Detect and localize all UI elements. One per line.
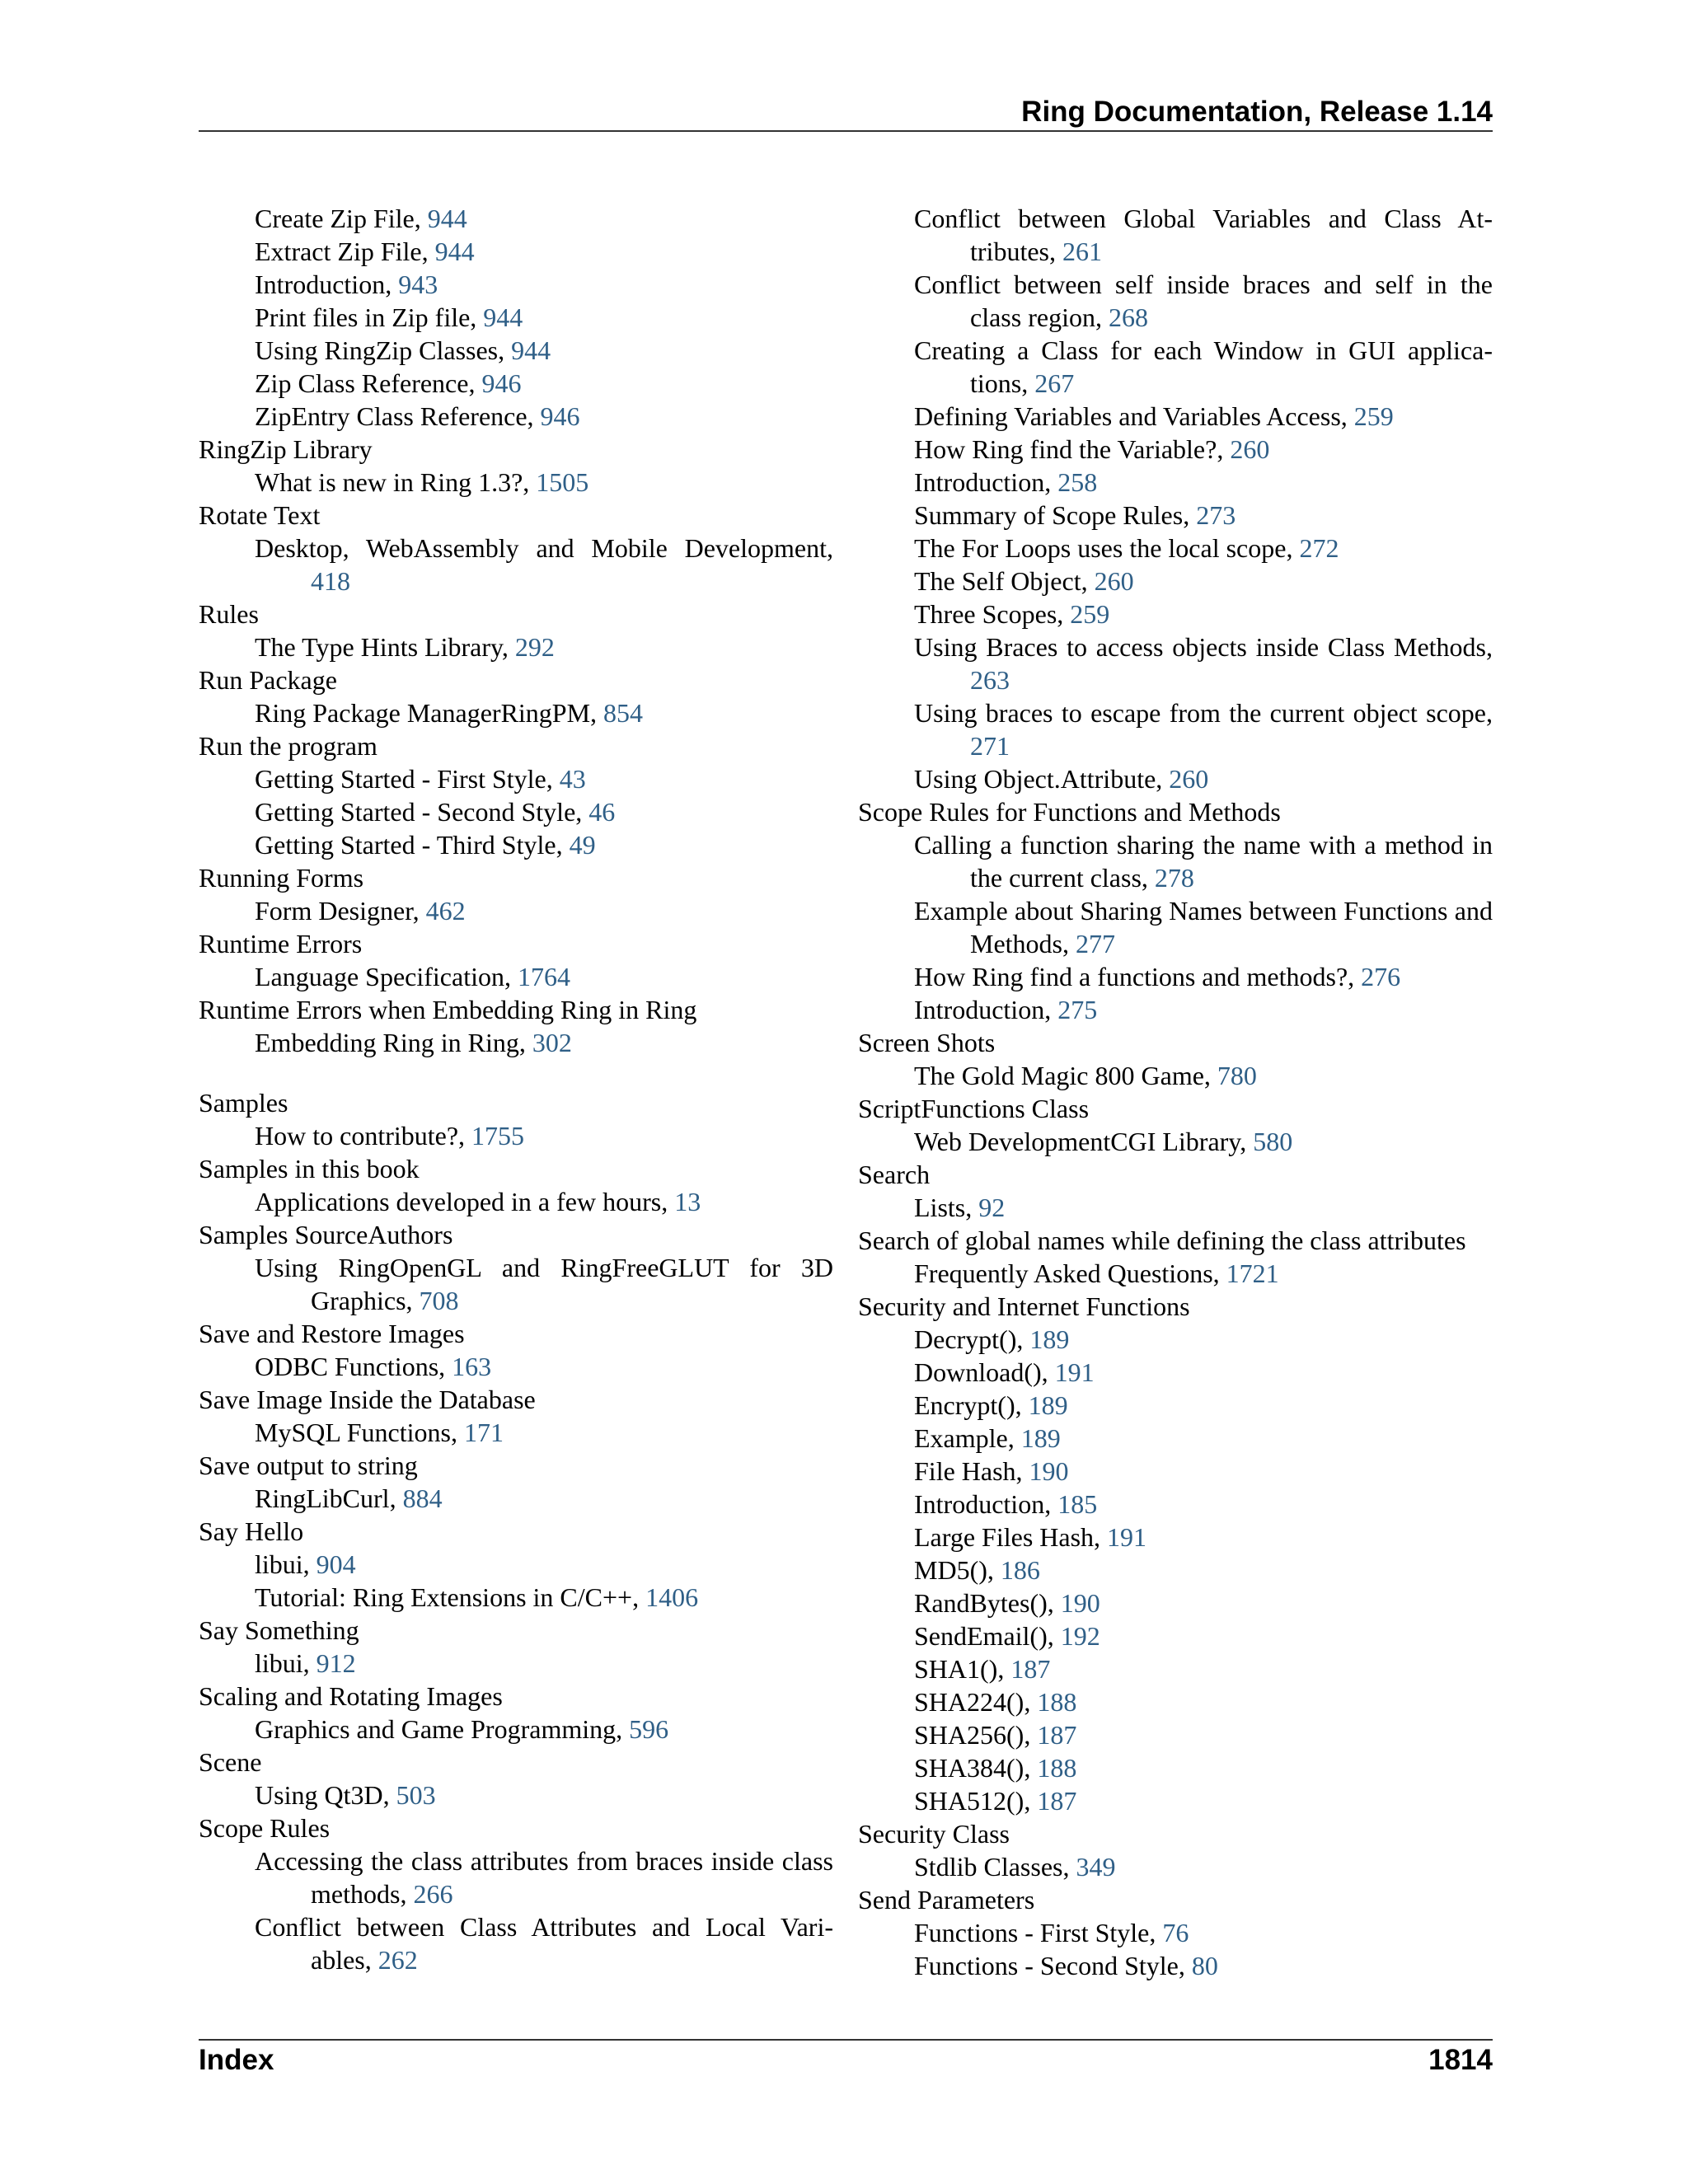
index-page-link[interactable]: 271 bbox=[970, 731, 1010, 761]
index-entry-text: Getting Started - First Style, bbox=[255, 764, 553, 794]
index-sub-entry bbox=[199, 1844, 833, 1910]
index-sub-entry bbox=[199, 400, 833, 433]
index-page-link[interactable]: 275 bbox=[1057, 995, 1098, 1024]
index-entry-text: Run the program bbox=[199, 731, 377, 761]
index-sub-entry bbox=[199, 1779, 833, 1811]
index-entry-text: Send Parameters bbox=[858, 1885, 1035, 1915]
index-sub-entry bbox=[199, 1581, 833, 1614]
index-sub-entry bbox=[858, 1652, 1493, 1685]
index-entry-text: Search bbox=[858, 1160, 931, 1189]
index-page-link[interactable]: 262 bbox=[377, 1945, 418, 1975]
index-entry-text: Creating a Class for each Window in GUI applica- tions, bbox=[914, 335, 1493, 398]
index-entry-text: Summary of Scope Rules, bbox=[914, 500, 1190, 530]
index-main-entry bbox=[858, 1817, 1493, 1850]
index-entry-text: RandBytes(), bbox=[914, 1588, 1054, 1618]
index-entry-text: Example about Sharing Names between Functions and Methods, bbox=[914, 896, 1493, 958]
index-sub-entry bbox=[858, 1488, 1493, 1521]
index-sub-entry bbox=[858, 532, 1493, 565]
index-main-entry bbox=[199, 1515, 833, 1548]
index-entry-text: Web DevelopmentCGI Library, bbox=[914, 1127, 1247, 1156]
index-group-gap bbox=[199, 1059, 833, 1086]
index-sub-entry bbox=[858, 400, 1493, 433]
index-sub-entry bbox=[858, 433, 1493, 466]
index-sub-entry bbox=[858, 1455, 1493, 1488]
index-entry-text: Large Files Hash, bbox=[914, 1522, 1101, 1552]
index-entry-text: Download(), bbox=[914, 1357, 1048, 1387]
index-sub-entry bbox=[858, 1389, 1493, 1422]
footer-section-label: Index bbox=[199, 2044, 274, 2076]
index-page-link[interactable]: 171 bbox=[463, 1418, 504, 1447]
index-sub-entry bbox=[199, 1713, 833, 1746]
index-page-link[interactable]: 187 bbox=[1037, 1786, 1077, 1816]
index-entry-text: Tutorial: Ring Extensions in C/C++, bbox=[255, 1582, 640, 1612]
index-main-entry bbox=[199, 1317, 833, 1350]
index-entry-text: SHA256(), bbox=[914, 1720, 1031, 1750]
index-entry-text: Applications developed in a few hours, bbox=[255, 1187, 668, 1216]
index-sub-entry bbox=[858, 762, 1493, 795]
index-sub-entry bbox=[199, 1185, 833, 1218]
index-entry-text: Save Image Inside the Database bbox=[199, 1385, 536, 1414]
index-page-link[interactable]: 946 bbox=[540, 401, 580, 431]
index-main-entry bbox=[199, 598, 833, 630]
index-main-entry bbox=[199, 1614, 833, 1647]
index-entry-text: The Self Object, bbox=[914, 566, 1088, 596]
index-entry-text: Conflict between Class Attributes and Local Vari- ables, bbox=[255, 1912, 833, 1975]
index-entry-text: Samples bbox=[199, 1088, 288, 1118]
index-sub-entry bbox=[858, 894, 1493, 960]
index-sub-entry bbox=[199, 762, 833, 795]
index-main-entry bbox=[199, 499, 833, 532]
index-sub-entry bbox=[199, 828, 833, 861]
index-page-link[interactable]: 191 bbox=[1107, 1522, 1147, 1552]
index-page-link[interactable]: 580 bbox=[1253, 1127, 1293, 1156]
index-page-link[interactable]: 1755 bbox=[471, 1121, 525, 1151]
index-entry-text: Three Scopes, bbox=[914, 599, 1064, 629]
index-entry-text: Create Zip File, bbox=[255, 204, 421, 233]
index-page-link[interactable]: 80 bbox=[1191, 1951, 1218, 1980]
index-page-link[interactable]: 263 bbox=[970, 665, 1010, 695]
index-main-entry bbox=[199, 1449, 833, 1482]
index-entry-text: Introduction, bbox=[914, 1489, 1052, 1519]
index-main-entry bbox=[858, 795, 1493, 828]
index-main-entry bbox=[858, 1883, 1493, 1916]
index-page-link[interactable]: 854 bbox=[603, 698, 644, 728]
index-sub-entry bbox=[858, 202, 1493, 268]
index-page-link[interactable]: 272 bbox=[1299, 533, 1339, 563]
index-main-entry bbox=[858, 1224, 1493, 1257]
index-page-link[interactable]: 189 bbox=[1029, 1324, 1070, 1354]
index-sub-entry bbox=[858, 334, 1493, 400]
index-entry-text: Run Package bbox=[199, 665, 337, 695]
index-page-link[interactable]: 46 bbox=[588, 797, 616, 827]
index-main-entry bbox=[199, 1218, 833, 1251]
index-entry-text: SHA224(), bbox=[914, 1687, 1031, 1717]
index-entry-text: Zip Class Reference, bbox=[255, 368, 476, 398]
footer-rule bbox=[199, 2039, 1493, 2041]
index-entry-text: SendEmail(), bbox=[914, 1621, 1054, 1651]
index-entry-text: Conflict between Global Variables and Class At- tributes, bbox=[914, 204, 1493, 266]
index-page-link[interactable]: 49 bbox=[569, 830, 596, 860]
index-main-entry bbox=[199, 1152, 833, 1185]
index-sub-entry bbox=[858, 1521, 1493, 1554]
index-entry-text: Introduction, bbox=[914, 995, 1052, 1024]
index-page-link[interactable]: 163 bbox=[452, 1352, 492, 1381]
index-page-link[interactable]: 261 bbox=[1062, 237, 1102, 266]
index-sub-entry bbox=[199, 960, 833, 993]
index-entry-text: Getting Started - Third Style, bbox=[255, 830, 563, 860]
index-column-right bbox=[858, 202, 1493, 1982]
index-page-link[interactable]: 1505 bbox=[536, 467, 589, 497]
index-entry-text: Functions - Second Style, bbox=[914, 1951, 1185, 1980]
index-main-entry bbox=[199, 1746, 833, 1779]
index-entry-text: Print files in Zip file, bbox=[255, 302, 477, 332]
index-entry-text: MD5(), bbox=[914, 1555, 994, 1585]
index-entry-text: Decrypt(), bbox=[914, 1324, 1024, 1354]
index-page-link[interactable]: 188 bbox=[1037, 1687, 1077, 1717]
index-page-link[interactable]: 259 bbox=[1070, 599, 1110, 629]
index-entry-text: Using Object.Attribute, bbox=[914, 764, 1163, 794]
index-column-left bbox=[199, 202, 833, 1976]
index-page-link[interactable]: 1721 bbox=[1226, 1258, 1279, 1288]
index-sub-entry bbox=[199, 1416, 833, 1449]
index-sub-entry bbox=[199, 1910, 833, 1976]
index-sub-entry bbox=[858, 960, 1493, 993]
index-page-link[interactable]: 185 bbox=[1057, 1489, 1098, 1519]
index-entry-text: Ring Package ManagerRingPM, bbox=[255, 698, 598, 728]
index-page-link[interactable]: 273 bbox=[1196, 500, 1236, 530]
index-entry-text: Samples SourceAuthors bbox=[199, 1220, 453, 1249]
index-entry-text: Frequently Asked Questions, bbox=[914, 1258, 1220, 1288]
index-sub-entry bbox=[199, 532, 833, 598]
index-entry-text: File Hash, bbox=[914, 1456, 1023, 1486]
index-main-entry bbox=[199, 663, 833, 696]
index-sub-entry bbox=[199, 1548, 833, 1581]
index-sub-entry bbox=[858, 1554, 1493, 1586]
index-entry-text: Graphics and Game Programming, bbox=[255, 1714, 623, 1744]
index-sub-entry bbox=[858, 466, 1493, 499]
index-sub-entry bbox=[858, 565, 1493, 598]
index-entry-text: Rules bbox=[199, 599, 259, 629]
index-main-entry bbox=[858, 1092, 1493, 1125]
index-page-link[interactable]: 187 bbox=[1010, 1654, 1051, 1684]
index-entry-text: SHA384(), bbox=[914, 1753, 1031, 1783]
index-entry-text: The Type Hints Library, bbox=[255, 632, 509, 662]
index-sub-entry bbox=[858, 1257, 1493, 1290]
index-page-link[interactable]: 266 bbox=[413, 1879, 453, 1909]
index-entry-text: Screen Shots bbox=[858, 1028, 996, 1057]
index-page-link[interactable]: 912 bbox=[316, 1648, 356, 1678]
index-sub-entry bbox=[858, 1323, 1493, 1356]
footer-page-number: 1814 bbox=[1428, 2044, 1493, 2076]
index-entry-text: Language Specification, bbox=[255, 962, 511, 991]
index-page-link[interactable]: 1406 bbox=[645, 1582, 699, 1612]
index-entry-text: Using RingZip Classes, bbox=[255, 335, 505, 365]
index-page-link[interactable]: 189 bbox=[1028, 1390, 1068, 1420]
index-entry-text: Running Forms bbox=[199, 863, 364, 893]
index-page-link[interactable]: 302 bbox=[532, 1028, 572, 1057]
index-sub-entry bbox=[199, 1647, 833, 1680]
index-sub-entry bbox=[199, 696, 833, 729]
index-entry-text: Scope Rules bbox=[199, 1813, 331, 1843]
index-sub-entry bbox=[858, 499, 1493, 532]
index-entry-text: Using braces to escape from the current object scope, bbox=[914, 698, 1493, 728]
index-page-link[interactable]: 260 bbox=[1094, 566, 1134, 596]
index-entry-text: Encrypt(), bbox=[914, 1390, 1022, 1420]
index-page-link[interactable]: 258 bbox=[1057, 467, 1098, 497]
index-entry-text: The For Loops uses the local scope, bbox=[914, 533, 1293, 563]
index-entry-text: Security and Internet Functions bbox=[858, 1291, 1190, 1321]
index-sub-entry bbox=[199, 1119, 833, 1152]
index-page-link[interactable]: 943 bbox=[398, 269, 438, 299]
index-sub-entry bbox=[858, 696, 1493, 762]
header-rule bbox=[199, 130, 1493, 132]
index-page-link[interactable]: 944 bbox=[434, 237, 475, 266]
index-entry-text: ZipEntry Class Reference, bbox=[255, 401, 534, 431]
index-main-entry bbox=[199, 1086, 833, 1119]
index-page-link[interactable]: 192 bbox=[1060, 1621, 1100, 1651]
header-title: Ring Documentation, Release 1.14 bbox=[1021, 96, 1493, 128]
index-page-link[interactable]: 92 bbox=[978, 1193, 1006, 1222]
index-entry-text: Runtime Errors bbox=[199, 929, 363, 958]
index-page-link[interactable]: 944 bbox=[511, 335, 551, 365]
index-entry-text: Save output to string bbox=[199, 1451, 418, 1480]
index-page-link[interactable]: 267 bbox=[1034, 368, 1075, 398]
index-sub-entry bbox=[858, 268, 1493, 334]
index-sub-entry bbox=[199, 1350, 833, 1383]
index-entry-text: Using RingOpenGL and RingFreeGLUT for 3D Graphics, bbox=[255, 1253, 833, 1315]
index-page-link[interactable]: 186 bbox=[1000, 1555, 1040, 1585]
index-main-entry bbox=[858, 1026, 1493, 1059]
index-page-link[interactable]: 1764 bbox=[517, 962, 570, 991]
index-main-entry bbox=[199, 729, 833, 762]
index-page-link[interactable]: 191 bbox=[1054, 1357, 1095, 1387]
index-entry-text: Conflict between self inside braces and self in the class region, bbox=[914, 269, 1493, 332]
index-page-link[interactable]: 780 bbox=[1217, 1061, 1257, 1090]
index-main-entry bbox=[199, 1680, 833, 1713]
index-sub-entry bbox=[858, 1685, 1493, 1718]
index-entry-text: Introduction, bbox=[255, 269, 392, 299]
index-entry-text: Runtime Errors when Embedding Ring in Ring bbox=[199, 995, 697, 1024]
index-entry-text: Defining Variables and Variables Access, bbox=[914, 401, 1348, 431]
index-entry-text: Using Braces to access objects inside Class Methods, bbox=[914, 632, 1493, 662]
index-page-link[interactable]: 13 bbox=[674, 1187, 701, 1216]
index-entry-text: Samples in this book bbox=[199, 1154, 420, 1183]
index-page-link[interactable]: 946 bbox=[481, 368, 522, 398]
index-page-link[interactable]: 190 bbox=[1060, 1588, 1100, 1618]
index-page-link[interactable]: 276 bbox=[1361, 962, 1401, 991]
index-main-entry bbox=[199, 433, 833, 466]
index-page-link[interactable]: 278 bbox=[1154, 863, 1194, 893]
index-sub-entry bbox=[199, 1026, 833, 1059]
index-entry-text: Example, bbox=[914, 1423, 1015, 1453]
index-entry-text: Say Hello bbox=[199, 1516, 304, 1546]
index-sub-entry bbox=[858, 1422, 1493, 1455]
index-sub-entry bbox=[858, 630, 1493, 696]
index-sub-entry bbox=[199, 1482, 833, 1515]
index-entry-text: Form Designer, bbox=[255, 896, 420, 926]
index-page-link[interactable]: 904 bbox=[316, 1549, 356, 1579]
index-entry-text: What is new in Ring 1.3?, bbox=[255, 467, 530, 497]
index-sub-entry bbox=[199, 367, 833, 400]
index-sub-entry bbox=[858, 1619, 1493, 1652]
index-page-link[interactable]: 292 bbox=[514, 632, 555, 662]
index-page-link[interactable]: 188 bbox=[1037, 1753, 1077, 1783]
index-entry-text: Embedding Ring in Ring, bbox=[255, 1028, 526, 1057]
index-page-link[interactable]: 884 bbox=[402, 1483, 443, 1513]
index-sub-entry bbox=[199, 466, 833, 499]
index-sub-entry bbox=[199, 894, 833, 927]
index-entry-text: Extract Zip File, bbox=[255, 237, 429, 266]
index-page-link[interactable]: 418 bbox=[311, 566, 350, 596]
index-entry-text: How Ring find the Variable?, bbox=[914, 434, 1224, 464]
index-entry-text: Rotate Text bbox=[199, 500, 321, 530]
index-sub-entry bbox=[858, 1949, 1493, 1982]
index-entry-text: Functions - First Style, bbox=[914, 1918, 1156, 1947]
index-page-link[interactable]: 260 bbox=[1230, 434, 1270, 464]
index-entry-text: Save and Restore Images bbox=[199, 1319, 465, 1348]
index-entry-text: Getting Started - Second Style, bbox=[255, 797, 583, 827]
index-entry-text: SHA1(), bbox=[914, 1654, 1005, 1684]
index-page-link[interactable]: 708 bbox=[419, 1286, 459, 1315]
index-entry-text: ScriptFunctions Class bbox=[858, 1094, 1090, 1123]
index-sub-entry bbox=[858, 1916, 1493, 1949]
index-entry-text: Search of global names while defining the class attributes bbox=[858, 1226, 1466, 1255]
index-page-link[interactable]: 187 bbox=[1037, 1720, 1077, 1750]
index-page-link[interactable]: 944 bbox=[427, 204, 467, 233]
index-page-link[interactable]: 944 bbox=[483, 302, 523, 332]
index-page-link[interactable]: 268 bbox=[1108, 302, 1148, 332]
index-page-link[interactable]: 596 bbox=[629, 1714, 669, 1744]
index-entry-text: Scene bbox=[199, 1747, 262, 1777]
index-sub-entry bbox=[858, 828, 1493, 894]
index-sub-entry bbox=[199, 334, 833, 367]
index-page-link[interactable]: 503 bbox=[396, 1780, 436, 1810]
index-entry-text: RingLibCurl, bbox=[255, 1483, 396, 1513]
index-main-entry bbox=[858, 1290, 1493, 1323]
index-entry-text: Stdlib Classes, bbox=[914, 1852, 1070, 1882]
index-main-entry bbox=[199, 927, 833, 960]
index-entry-text: Scope Rules for Functions and Methods bbox=[858, 797, 1281, 827]
index-entry-text: RingZip Library bbox=[199, 434, 373, 464]
index-sub-entry bbox=[858, 1850, 1493, 1883]
index-sub-entry bbox=[199, 202, 833, 235]
index-entry-text: Accessing the class attributes from braces inside class methods, bbox=[255, 1846, 833, 1909]
index-sub-entry bbox=[858, 1191, 1493, 1224]
index-sub-entry bbox=[858, 993, 1493, 1026]
index-page-link[interactable]: 76 bbox=[1162, 1918, 1189, 1947]
index-entry-text: MySQL Functions, bbox=[255, 1418, 457, 1447]
index-main-entry bbox=[858, 1158, 1493, 1191]
index-page-link[interactable]: 277 bbox=[1076, 929, 1115, 958]
index-entry-text: SHA512(), bbox=[914, 1786, 1031, 1816]
index-sub-entry bbox=[199, 1251, 833, 1317]
index-main-entry bbox=[199, 1383, 833, 1416]
index-page-link[interactable]: 260 bbox=[1169, 764, 1209, 794]
index-page-link[interactable]: 462 bbox=[425, 896, 466, 926]
index-sub-entry bbox=[858, 1586, 1493, 1619]
index-entry-text: Say Something bbox=[199, 1615, 359, 1645]
index-sub-entry bbox=[199, 795, 833, 828]
index-sub-entry bbox=[199, 301, 833, 334]
index-sub-entry bbox=[858, 1751, 1493, 1784]
index-sub-entry bbox=[199, 268, 833, 301]
index-page-link[interactable]: 259 bbox=[1353, 401, 1394, 431]
index-sub-entry bbox=[858, 1356, 1493, 1389]
index-page-link[interactable]: 43 bbox=[559, 764, 586, 794]
index-entry-text: libui, bbox=[255, 1549, 310, 1579]
index-entry-text: Security Class bbox=[858, 1819, 1010, 1849]
index-entry-text: The Gold Magic 800 Game, bbox=[914, 1061, 1211, 1090]
index-main-entry bbox=[199, 861, 833, 894]
index-entry-text: How to contribute?, bbox=[255, 1121, 466, 1151]
index-page-link[interactable]: 349 bbox=[1076, 1852, 1116, 1882]
index-page-link[interactable]: 189 bbox=[1020, 1423, 1061, 1453]
index-entry-text: libui, bbox=[255, 1648, 310, 1678]
index-sub-entry bbox=[858, 598, 1493, 630]
index-main-entry bbox=[199, 1811, 833, 1844]
index-sub-entry bbox=[858, 1718, 1493, 1751]
index-entry-text: How Ring find a functions and methods?, bbox=[914, 962, 1355, 991]
index-sub-entry bbox=[199, 630, 833, 663]
index-entry-text: Lists, bbox=[914, 1193, 973, 1222]
index-entry-text: Calling a function sharing the name with a method in the current class, bbox=[914, 830, 1493, 893]
index-entry-text: ODBC Functions, bbox=[255, 1352, 446, 1381]
index-sub-entry bbox=[199, 235, 833, 268]
index-sub-entry bbox=[858, 1784, 1493, 1817]
index-sub-entry bbox=[858, 1059, 1493, 1092]
index-page-link[interactable]: 190 bbox=[1029, 1456, 1069, 1486]
index-entry-text: Desktop, WebAssembly and Mobile Development, bbox=[255, 533, 833, 563]
index-entry-text: Scaling and Rotating Images bbox=[199, 1681, 503, 1711]
index-entry-text: Introduction, bbox=[914, 467, 1052, 497]
index-sub-entry bbox=[858, 1125, 1493, 1158]
index-entry-text: Using Qt3D, bbox=[255, 1780, 390, 1810]
index-main-entry bbox=[199, 993, 833, 1026]
